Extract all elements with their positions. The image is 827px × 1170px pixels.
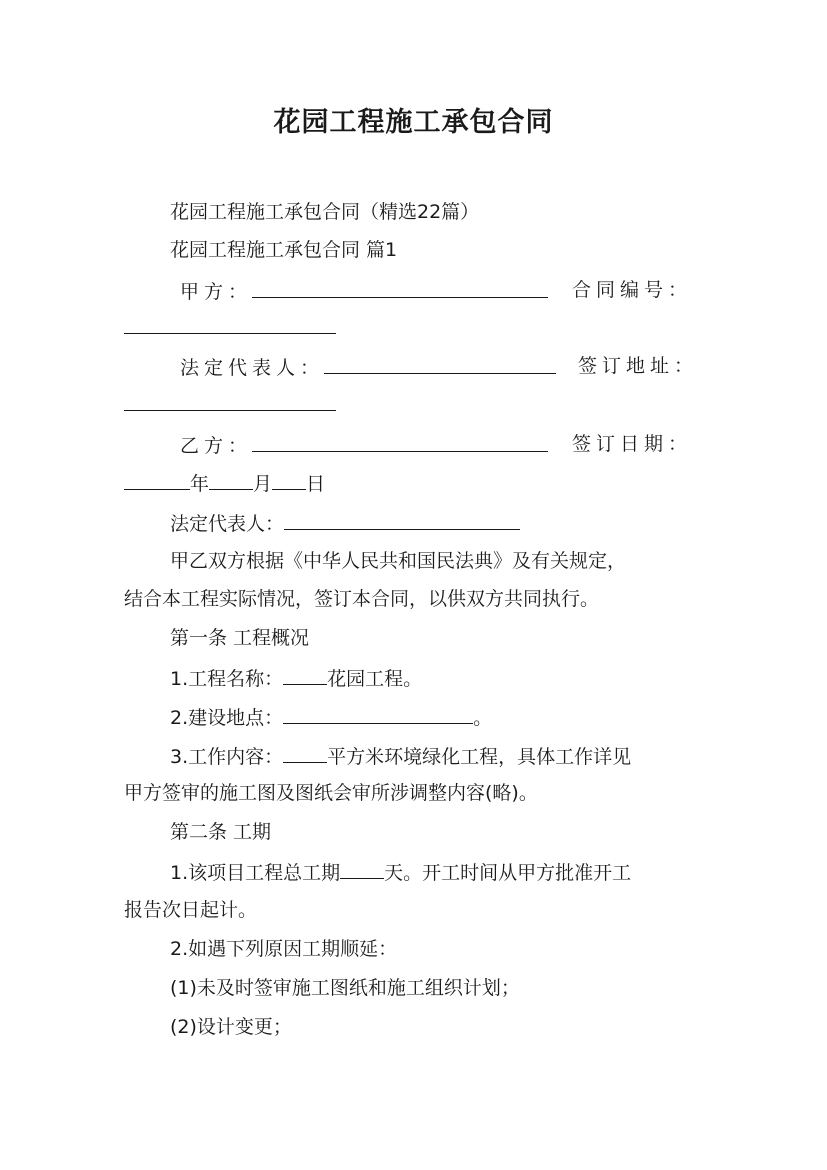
legal-rep-blank-1: [324, 353, 556, 374]
item-2-2: 2.如遇下列原因工期顺延：: [170, 938, 398, 960]
item-1-3-blank: [283, 742, 327, 763]
item-1-1-suffix: 花园工程。: [327, 668, 423, 690]
day-label: 日: [306, 473, 326, 495]
item-1-3-suffix: 平方米环境绿化工程，具体工作详见: [327, 746, 632, 768]
legal-rep-label-2: 法定代表人：: [170, 513, 285, 535]
sign-place-label: 签订地址：: [578, 355, 699, 377]
item-2-1-prefix: 1.该项目工程总工期: [170, 862, 341, 884]
article-2-heading: 第二条 工期: [170, 821, 272, 843]
legal-rep-label-1: 法定代表人：: [180, 357, 325, 379]
month-label: 月: [253, 473, 273, 495]
section-heading: 花园工程施工承包合同 篇1: [170, 239, 398, 261]
year-blank: [124, 469, 190, 490]
year-label: 年: [190, 473, 210, 495]
item-2-2-a: (1)未及时签审施工图纸和施工组织计划；: [170, 977, 520, 999]
contract-no-row: [124, 313, 336, 341]
item-1-2-suffix: 。: [473, 707, 493, 729]
item-1-2-prefix: 2.建设地点：: [170, 707, 284, 729]
item-1-1-prefix: 1.工程名称：: [170, 668, 284, 690]
month-blank: [209, 469, 253, 490]
item-1-3: [170, 742, 631, 770]
party-b-label: 乙方：: [180, 435, 253, 457]
intro-line-1: 甲乙双方根据《中华人民共和国民法典》及有关规定，: [170, 550, 627, 572]
sign-date-label: 签订日期：: [572, 433, 693, 455]
contract-no-blank: [124, 313, 336, 334]
document-title: 花园工程施工承包合同: [273, 107, 554, 138]
day-blank: [272, 469, 306, 490]
item-2-1: [170, 858, 631, 886]
legal-rep-row-2: [170, 509, 520, 537]
legal-rep-row-1: [180, 353, 556, 381]
sign-date-row: [124, 469, 325, 497]
sign-place-row: [124, 390, 336, 418]
item-1-2: [170, 703, 492, 731]
item-1-2-blank: [283, 703, 473, 724]
contract-no-label: 合同编号：: [572, 279, 693, 301]
item-1-3-prefix: 3.工作内容：: [170, 746, 284, 768]
item-1-3-line-2: 甲方签审的施工图及图纸会审所涉调整内容(略)。: [124, 782, 538, 804]
legal-rep-blank-2: [284, 509, 520, 530]
document-subtitle: 花园工程施工承包合同（精选22篇）: [170, 201, 480, 223]
party-a-row: [180, 277, 548, 305]
item-2-1-blank: [340, 858, 384, 879]
sign-place-blank: [124, 390, 336, 411]
party-a-blank: [252, 277, 548, 298]
item-2-2-b: (2)设计变更；: [170, 1016, 292, 1038]
item-2-1-suffix: 天。开工时间从甲方批准开工: [384, 862, 632, 884]
item-1-1-blank: [283, 664, 327, 685]
intro-line-2: 结合本工程实际情况，签订本合同，以供双方共同执行。: [124, 588, 600, 610]
item-2-1-line-2: 报告次日起计。: [124, 899, 258, 921]
item-1-1: [170, 664, 422, 692]
party-b-blank: [252, 431, 548, 452]
article-1-heading: 第一条 工程概况: [170, 627, 310, 649]
party-a-label: 甲方：: [180, 281, 253, 303]
party-b-row: [180, 431, 548, 459]
